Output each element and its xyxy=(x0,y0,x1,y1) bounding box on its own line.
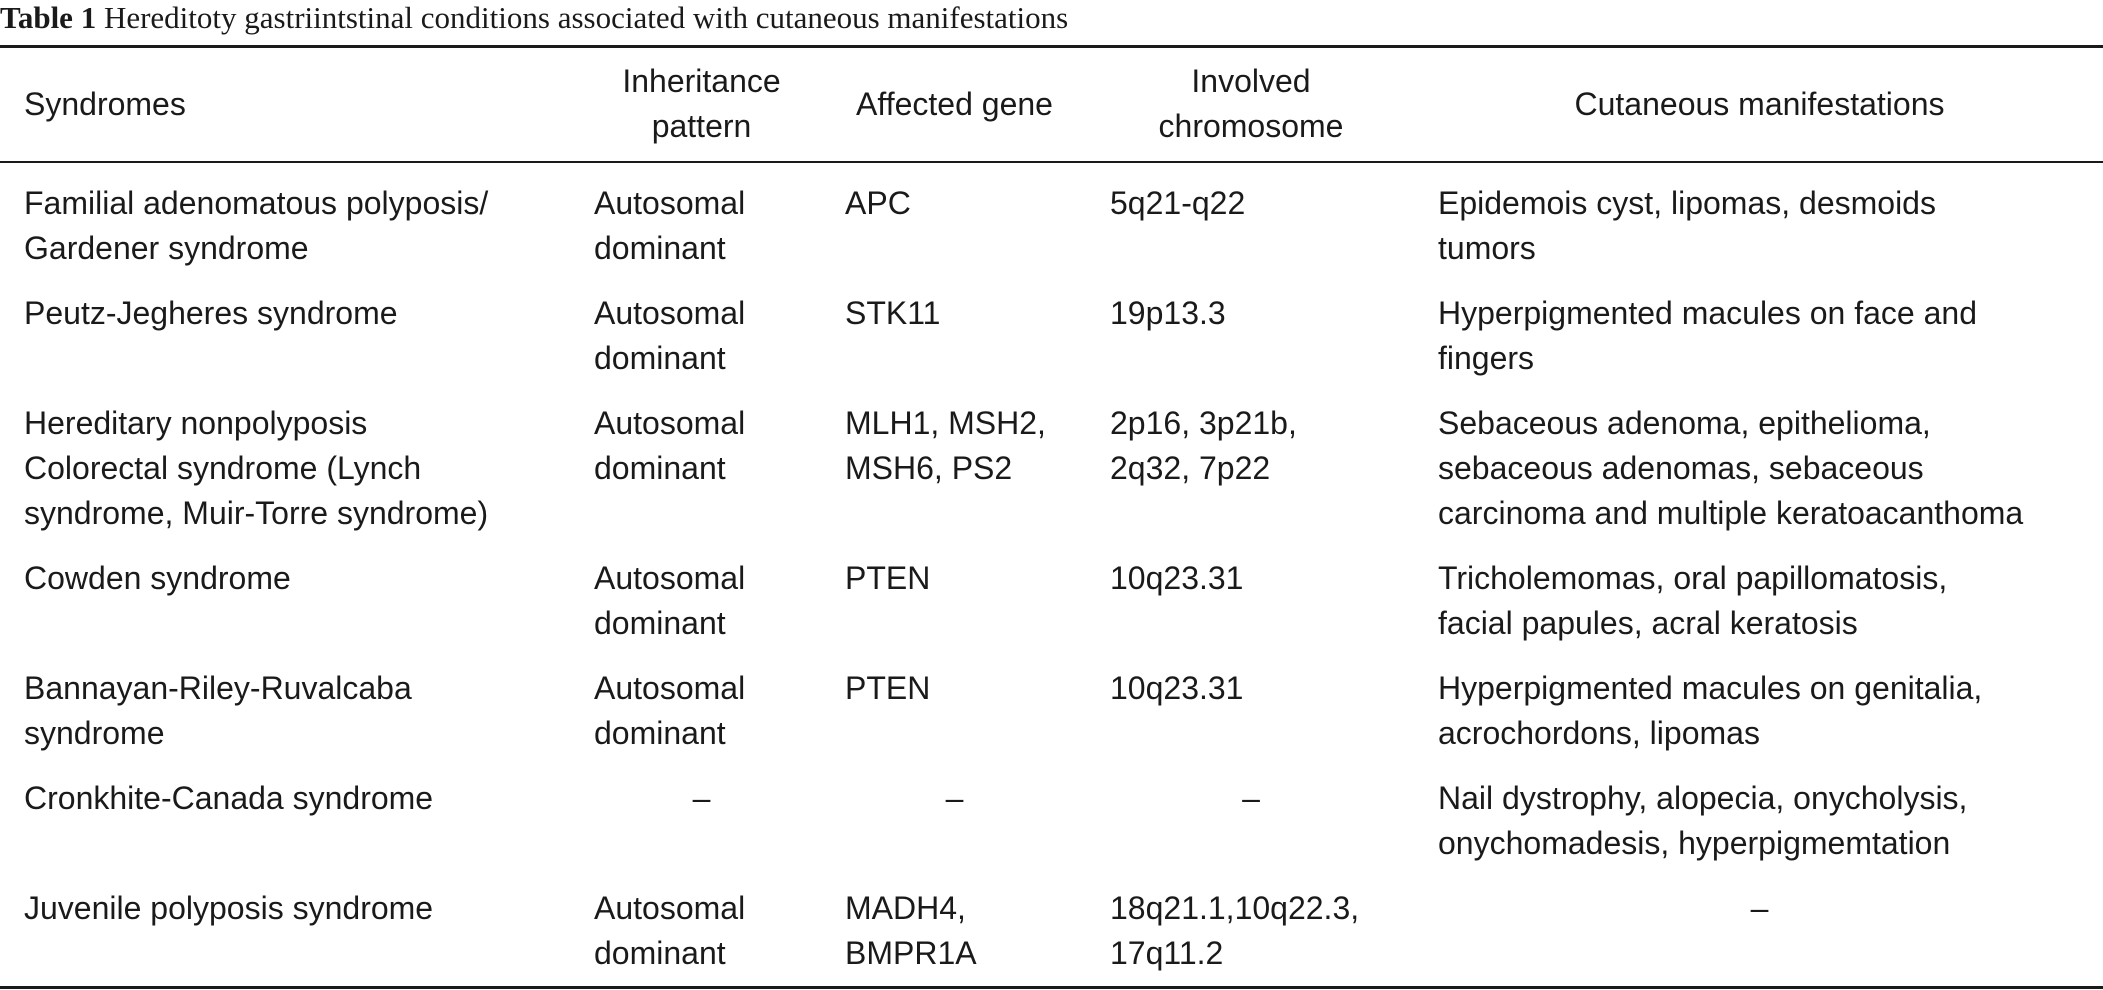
cell-chromosome: 2p16, 3p21b, 2q32, 7p22 xyxy=(1110,405,1297,486)
cell-gene: MLH1, MSH2, MSH6, PS2 xyxy=(845,405,1046,486)
table-row xyxy=(0,655,2103,765)
cell-cutaneous: Hyperpigmented macules on face and fingers xyxy=(1438,295,1977,376)
cell-chromosome: – xyxy=(1242,780,1260,816)
cell-cutaneous: Sebaceous adenoma, epithelioma, sebaceous adenomas, sebaceous carcinoma and multiple keratoacanthoma xyxy=(1438,405,2024,531)
table-caption xyxy=(0,0,1068,40)
cell-inheritance: – xyxy=(692,780,711,816)
table-caption-label: Table 1 xyxy=(0,0,97,35)
header-affected-gene: Affected gene xyxy=(856,85,1053,122)
table-row xyxy=(0,390,2103,545)
cell-gene: PTEN xyxy=(845,670,931,706)
cell-gene: – xyxy=(945,780,964,816)
table-row xyxy=(0,162,2103,280)
cell-syndrome: Peutz-Jegheres syndrome xyxy=(24,295,398,331)
table-row xyxy=(0,280,2103,390)
cell-inheritance: Autosomal dominant xyxy=(594,890,746,971)
cell-chromosome: 19p13.3 xyxy=(1110,295,1226,331)
cell-syndrome: Familial adenomatous polyposis/ Gardener syndrome xyxy=(24,185,489,266)
cell-inheritance: Autosomal dominant xyxy=(594,295,746,376)
cell-gene: MADH4, BMPR1A xyxy=(845,890,977,971)
cell-inheritance: Autosomal dominant xyxy=(594,405,746,486)
cell-syndrome: Bannayan-Riley-Ruvalcaba syndrome xyxy=(24,670,412,751)
cell-cutaneous: Tricholemomas, oral papillomatosis, facial papules, acral keratosis xyxy=(1438,560,1948,641)
cell-inheritance: Autosomal dominant xyxy=(594,185,746,266)
table-caption-text: Hereditoty gastriintstinal conditions associated with cutaneous manifestations xyxy=(103,0,1069,35)
header-cutaneous-manifestations: Cutaneous manifestations xyxy=(1574,85,1945,122)
table-header-row xyxy=(0,47,2103,163)
cell-cutaneous: Epidemois cyst, lipomas, desmoids tumors xyxy=(1438,185,1936,266)
cell-gene: PTEN xyxy=(845,560,931,596)
table-row xyxy=(0,545,2103,655)
cell-cutaneous: Nail dystrophy, alopecia, onycholysis, onychomadesis, hyperpigmemtation xyxy=(1438,780,1968,861)
header-syndromes: Syndromes xyxy=(24,85,186,122)
cell-gene: APC xyxy=(845,185,911,221)
table-container xyxy=(0,45,2103,989)
header-inheritance-pattern: Inheritance pattern xyxy=(622,63,781,144)
table-row xyxy=(0,765,2103,875)
cell-chromosome: 10q23.31 xyxy=(1110,560,1244,596)
cell-cutaneous: – xyxy=(1750,890,1769,926)
cell-chromosome: 10q23.31 xyxy=(1110,670,1244,706)
table-row xyxy=(0,875,2103,988)
cell-syndrome: Cowden syndrome xyxy=(24,560,291,596)
data-table xyxy=(0,45,2103,989)
cell-chromosome: 5q21-q22 xyxy=(1110,185,1246,221)
cell-inheritance: Autosomal dominant xyxy=(594,670,746,751)
cell-syndrome: Hereditary nonpolyposis Colorectal syndrome (Lynch syndrome, Muir-Torre syndrome) xyxy=(24,405,489,531)
header-involved-chromosome: Involved chromosome xyxy=(1158,63,1344,144)
cell-inheritance: Autosomal dominant xyxy=(594,560,746,641)
cell-syndrome: Cronkhite-Canada syndrome xyxy=(24,780,434,816)
cell-cutaneous: Hyperpigmented macules on genitalia, acrochordons, lipomas xyxy=(1438,670,1983,751)
cell-chromosome: 18q21.1,10q22.3, 17q11.2 xyxy=(1110,890,1360,971)
cell-gene: STK11 xyxy=(845,295,941,331)
cell-syndrome: Juvenile polyposis syndrome xyxy=(24,890,434,926)
